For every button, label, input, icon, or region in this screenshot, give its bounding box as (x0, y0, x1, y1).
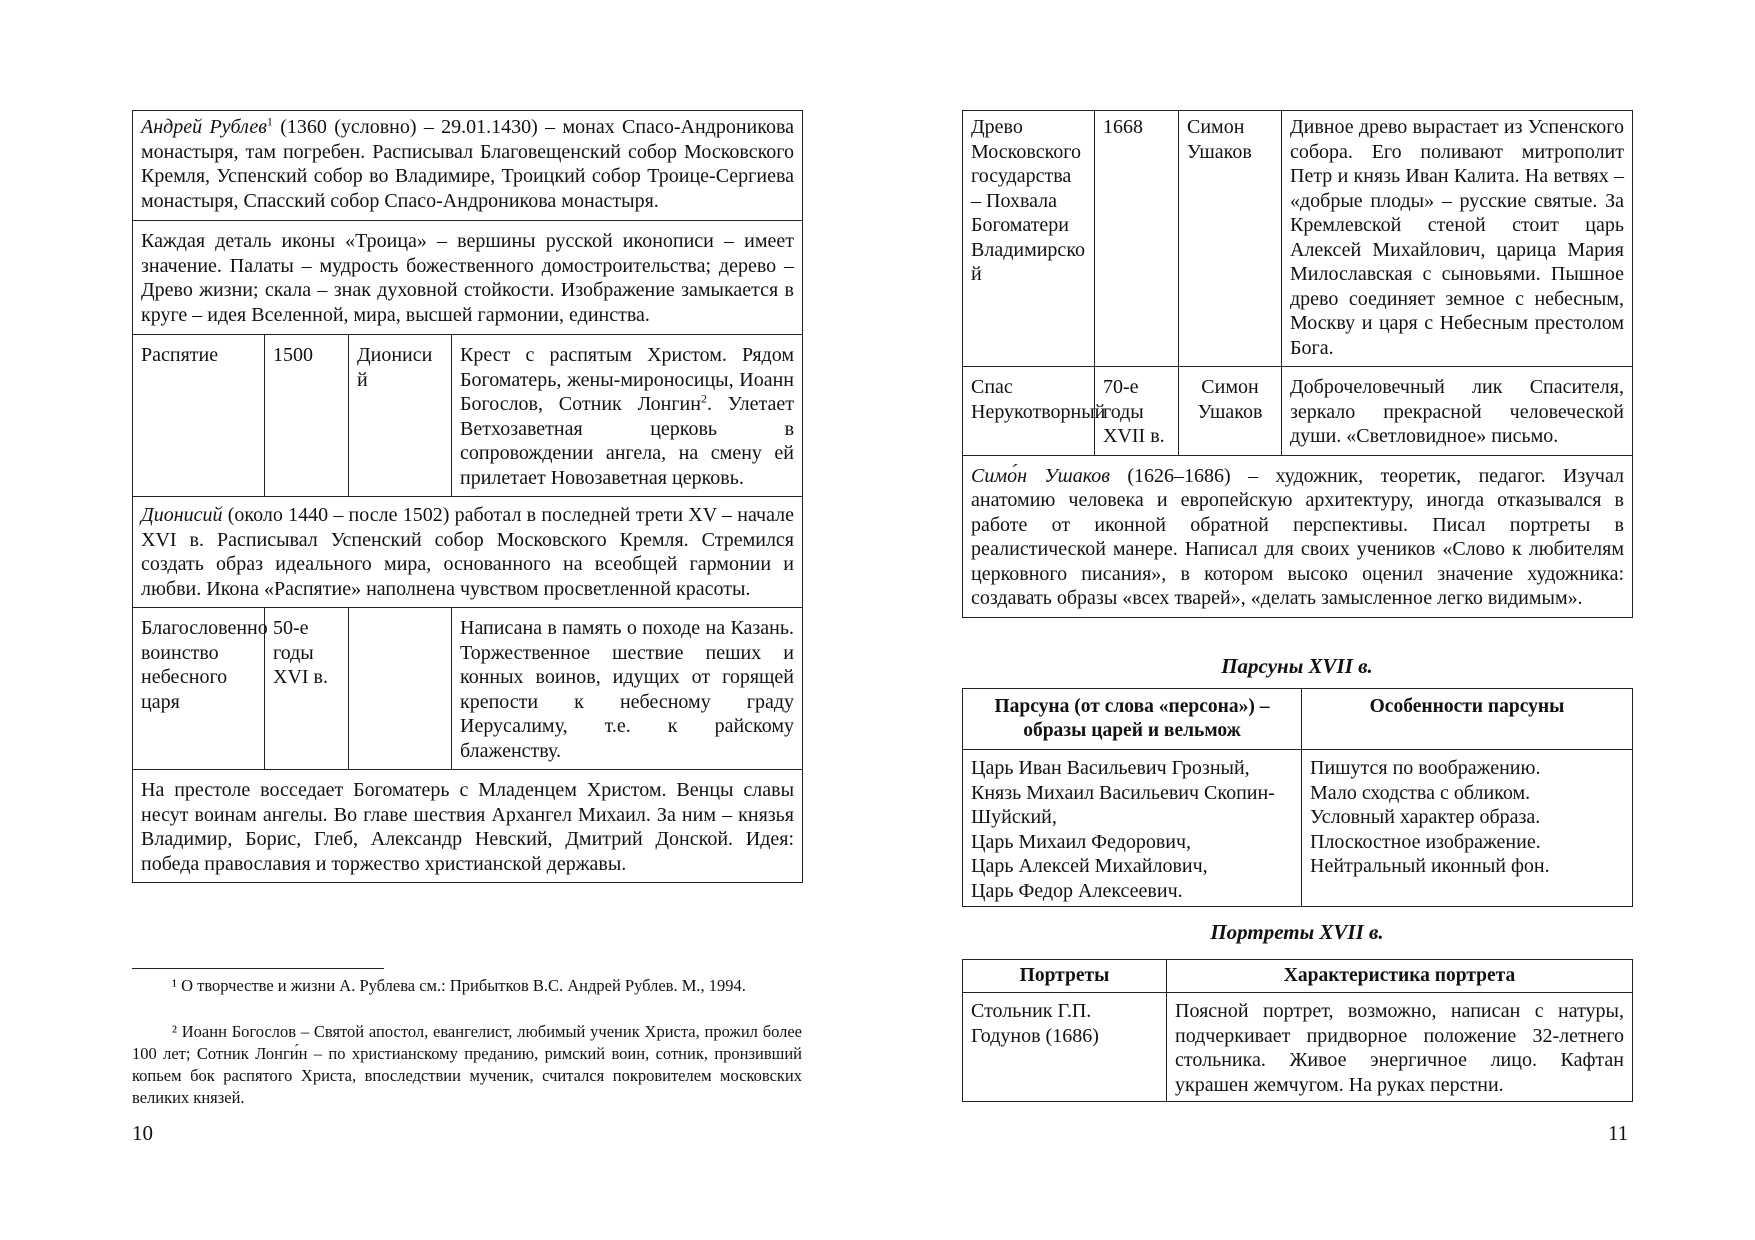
table-row (963, 367, 1633, 456)
ushakov-text: (1626–1686) – художник, теоретик, педагог. Изучал анатомию человека и европейскую архитектуру, иногда отказывался в работе от иконной обратной перспективы. Писал портреты в реалистической манере. Написал для своих учеников «Слово к любителям церковного писания», в котором высоко оценил значение художника: создавать образы «всех тварей», «делать замысленное легко видимым». (971, 464, 1625, 609)
icon-description: Доброчеловечный лик Спасителя, зеркало прекрасной человеческой души. «Светловидное» письмо. (1282, 367, 1633, 456)
rublev-text: (1360 (условно) – 29.01.1430) – монах Спасо-Андроникова монастыря, там погребен. Расписывал Благовещенский собор Московского Кремля, Успенский собор во Владимире, Троицкий собор Троице-Сергиева монастыря, Спасский собор Спасо-Андроникова монастыря. (141, 116, 795, 212)
list-item: Царь Федор Алексеевич. (971, 879, 1183, 902)
parsuna-header-features: Особенности парсуны (1302, 689, 1633, 750)
dionisy-bio (133, 497, 803, 608)
table-row (133, 335, 803, 497)
list-item: Мало сходства с обликом. (1310, 781, 1531, 804)
icon-title: Древо Московского государства – Похвала Богоматери Владимирской (963, 111, 1095, 367)
list-item: Пишутся по воображению. (1310, 757, 1541, 779)
table-row (963, 111, 1633, 367)
left-icons-table (132, 110, 803, 883)
portrait-subject: Стольник Г.П. Годунов (1686) (963, 993, 1167, 1102)
icon-author: Симон Ушаков (1179, 367, 1282, 456)
list-item: Князь Михаил Васильевич Скопин-Шуйский, (971, 781, 1275, 828)
portrait-description: Поясной портрет, возможно, написан с натуры, подчеркивает придворное положение 32-летнего стольника. Живое энергичное лицо. Кафтан украшен жемчугом. На руках перстни. (1167, 993, 1633, 1102)
icon-year: 1500 (265, 335, 349, 497)
icon-author: Дионисий (349, 335, 452, 497)
icon-year: 70-е годы XVII в. (1095, 367, 1179, 456)
portrait-table (962, 959, 1633, 1102)
icon-description: Дивное древо вырастает из Успенского собора. Его поливают митрополит Петр и князь Иван Калита. На ветвях – «добрые плоды» – русские святые. За Кремлевской стеной стоит царь Алексей Михайлович, царица Мария Милославская с сыновьями. Пышное древо соединяет земное с небесным, Москву и царя с Небесным престолом Бога. (1282, 111, 1633, 367)
icon-title: Благословенно воинство небесного царя (133, 608, 265, 770)
dionisy-name: Дионисий (141, 504, 223, 526)
dionisy-text: (около 1440 – после 1502) работал в последней трети XV – начале XVI в. Расписывал Успенский собор Московского Кремля. Стремился создать образ идеального мира, основанного на всеобщей гармонии и любви. Икона «Распятие» наполнена чувством просветленной красоты. (141, 504, 795, 600)
page-number: 11 (1608, 1121, 1629, 1145)
icon-title: Спас Нерукотворный (963, 367, 1095, 456)
portrait-header-subject: Портреты (963, 960, 1167, 993)
icon-author: Симон Ушаков (1179, 111, 1282, 367)
icon-title: Распятие (133, 335, 265, 497)
parsuna-header-subjects: Парсуна (от слова «персона») – образы царей и вельмож (963, 689, 1302, 750)
ushakov-bio (963, 455, 1633, 617)
parsuna-table (962, 688, 1633, 907)
icon-description: Написана в память о походе на Казань. Торжественное шествие пеших и конных воинов, идущих от горящей крепости к небесному граду Иерусалиму, т.е. к райскому блаженству. (452, 608, 803, 770)
footnote-1: ¹ О творчестве и жизни А. Рублева см.: Прибытков В.С. Андрей Рублев. М., 1994. (172, 976, 746, 995)
parsuna-people (963, 750, 1302, 907)
list-item: Царь Михаил Федорович, (971, 830, 1192, 853)
table-row (133, 608, 803, 770)
portrait-caption: Портреты XVII в. (1210, 920, 1384, 944)
icon-year: 50-е годы XVI в. (265, 608, 349, 770)
rublev-bio (133, 111, 803, 221)
footnote-divider (132, 968, 384, 969)
rublev-name: Андрей Рублев (141, 116, 267, 138)
list-item: Условный характер образа. (1310, 806, 1541, 828)
icon-description: Крест с распятым Христом. Рядом Богоматерь, жены-мироносицы, Иоанн Богослов, Сотник Лонгин$^2$. Улетает Ветхозаветная церковь в сопровождении ангела, на смену ей прилетает Новозаветная церковь. (452, 335, 803, 497)
right-icons-table (962, 110, 1633, 618)
footnote-ref-2: 2 (700, 391, 707, 406)
host-description: На престоле восседает Богоматерь с Младенцем Христом. Венцы славы несут воинам ангелы. Во главе шествия Архангел Михаил. За ним – князья Владимир, Борис, Глеб, Александр Невский, Дмитрий Донской. Идея: победа православия и торжество христианской державы. (133, 770, 803, 883)
page-number: 10 (132, 1121, 153, 1145)
footnote-ref-1: 1 (266, 114, 273, 129)
parsuna-caption: Парсуны XVII в. (1221, 654, 1373, 678)
ushakov-name: Симо́н Ушаков (971, 464, 1110, 487)
list-item: Царь Иван Васильевич Грозный, (971, 757, 1250, 779)
icon-author (349, 608, 452, 770)
icon-year: 1668 (1095, 111, 1179, 367)
portrait-header-description: Характеристика портрета (1167, 960, 1633, 993)
parsuna-features (1302, 750, 1633, 907)
trinity-description: Каждая деталь иконы «Троица» – вершины русской иконописи – имеет значение. Палаты – мудрость божественного домостроительства; дерево – Древо жизни; скала – знак духовной стойкости. Изображение замыкается в круге – идея Вселенной, мира, высшей гармонии, единства. (133, 221, 803, 335)
footnote-2: ² Иоанн Богослов – Святой апостол, евангелист, любимый ученик Христа, прожил более 100 лет; Сотник Лонги́н – по христианскому преданию, римский воин, сотник, пронзивший копьем бок распятого Христа, впоследствии мученик, считался покровителем московских великих князей. (132, 1022, 802, 1107)
list-item: Нейтральный иконный фон. (1310, 855, 1550, 877)
list-item: Плоскостное изображение. (1310, 830, 1541, 853)
list-item: Царь Алексей Михайлович, (971, 855, 1208, 877)
